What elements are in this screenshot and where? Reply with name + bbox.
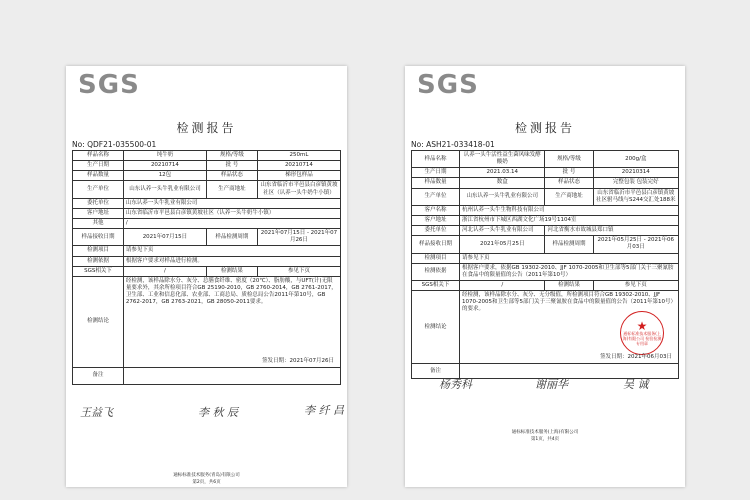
report-number: No: QDF21-035500-01 (72, 140, 157, 149)
cell-value: 2021年07月15日 (123, 229, 206, 246)
footer-page: 第1页，共4页 (530, 437, 560, 442)
cell-label: 检测依据 (73, 256, 124, 266)
footer-company: 通标标准技术服务(上海)有限公司 (511, 430, 579, 435)
cell-value: 2021年05月25日 (460, 236, 545, 253)
star-icon: ★ (636, 319, 648, 334)
cell-label: 批 号 (206, 161, 257, 171)
cell-label: 生产日期 (73, 161, 124, 171)
cell-value: 山东省临沂市平邑县白彦镇黄坡社区驸马线与S244交汇处188米 (593, 188, 678, 205)
cell-value: 20210714 (123, 161, 206, 171)
cell-value: 河北省衡水市故城县郑口镇 (545, 226, 679, 236)
cell-label: 委托单位 (73, 198, 124, 208)
cell-label: 样品名称 (73, 151, 124, 161)
cell-value: 山东认养一头牛乳业有限公司 (123, 181, 206, 198)
cell-label: 备注 (73, 367, 124, 384)
report-table (411, 150, 679, 379)
conclusion-text: 经检测，该样品除水分、灰分、无分级值，所检测项目符合GB 19302-2010、JJF 1070-2005和卫生部等5部门关于三聚氰胺在食品中的限量值的公告（2011年第10号）的要求。 (462, 292, 674, 313)
cell-value: 请参见下页 (123, 246, 340, 256)
cell-label: 规格/等级 (545, 151, 593, 168)
cell-label: 样品接收日期 (73, 229, 124, 246)
signature-1: 杨秀科 (439, 378, 472, 391)
cell-value: 数盒 (460, 178, 545, 188)
cell-value: 200g/盒 (593, 151, 678, 168)
report-title: 检测报告 (176, 121, 237, 135)
conclusion-text: 经检测，该样品除水分、灰分、总膳食纤维、密度（20℃）、脂肪酸，与UFT(计)无限量要求外，其余所检项目符合GB 25190-2010，GB 2760-2014，GB 2761-2017，卫生部、工业和信息化部、农业部、工商总局、质检总局公告2011年第10号，GB 2762-2017，GB 2763-2021，GB 28050-2011要求。 (125, 277, 337, 306)
cell-label: 样品接收日期 (412, 236, 460, 253)
sign-date: 签发日期：2021年07月26日 (262, 357, 334, 364)
cell-value: 纯牛奶 (123, 151, 206, 161)
cell-value: 根据客户要求对样品进行检测。 (123, 256, 340, 266)
cell-value: 2021年07月15日 - 2021年07月26日 (257, 229, 340, 246)
cell-value: 2021年05月25日 - 2021年06月03日 (593, 236, 678, 253)
cell-value: 根据客户要求，依据GB 19302-2010、JJF 1070-2005和卫生部等5部门关于三聚氰胺在食品中的限量值的公告（2011年第10号） (460, 263, 679, 280)
cell-value: 杭州认养一头牛生物科技有限公司 (460, 205, 679, 215)
sgs-logo: SGS (417, 70, 479, 100)
cell-value: 山东认养一头牛乳业有限公司 (460, 188, 545, 205)
cell-value: 认养一头牛活性益生菌风味发酵酸奶 (460, 151, 545, 168)
cell-value: 山东省临沂市平邑县白彦镇黄坡社区（认养一头牛奶牛小镇） (257, 181, 340, 198)
sign-date: 签发日期：2021年06月03日 (600, 353, 672, 360)
cell-label: 样品数量 (73, 171, 124, 181)
cell-label: 检测结论 (73, 276, 124, 367)
signature-2: 谢丽华 (535, 378, 568, 391)
conclusion-cell (460, 291, 679, 364)
signature-3: 李 纤 昌 (304, 404, 344, 417)
cell-value: 请参见下页 (460, 253, 679, 263)
conclusion-cell (123, 276, 340, 367)
cell-label: 规格/等级 (206, 151, 257, 161)
cell-value (123, 367, 340, 384)
cell-value: 梯形包样品 (257, 171, 340, 181)
stamp-text: 通标标准技术服务(上海)有限公司 检验检测专用章 (622, 331, 662, 346)
report-page-1 (66, 66, 347, 487)
cell-label: 客户地址 (73, 208, 124, 218)
report-title: 检测报告 (514, 121, 575, 135)
cell-label: 样品检测周期 (545, 236, 593, 253)
cell-label: 样品名称 (412, 151, 460, 168)
report-table (72, 150, 341, 385)
cell-value: / (460, 280, 545, 290)
cell-label: SGS相关下 (412, 280, 460, 290)
cell-value: 2021.03.14 (460, 168, 545, 178)
cell-label: 批 号 (545, 168, 593, 178)
cell-label: 检测依据 (412, 263, 460, 280)
cell-label: 客户名称 (412, 205, 460, 215)
cell-value: 12包 (123, 171, 206, 181)
cell-label: 备注 (412, 364, 460, 379)
cell-label: 检测项目 (412, 253, 460, 263)
cell-value: / (123, 218, 340, 228)
cell-label: 生产单位 (412, 188, 460, 205)
cell-label: 生产日期 (412, 168, 460, 178)
cell-label: 检测结果 (545, 280, 593, 290)
footer-page: 第2页，共6页 (192, 480, 221, 485)
cell-value: 山东认养一头牛乳业有限公司 (123, 198, 340, 208)
cell-label: 检测项目 (73, 246, 124, 256)
cell-value: 20210314 (593, 168, 678, 178)
report-number: No: ASH21-033418-01 (411, 140, 495, 149)
cell-value: 20210714 (257, 161, 340, 171)
cell-label: 生产单位 (73, 181, 124, 198)
cell-value: 完整包装 包装完好 (593, 178, 678, 188)
sgs-logo: SGS (78, 70, 140, 100)
cell-value: 参见下页 (593, 280, 678, 290)
cell-label: 其他 (73, 218, 124, 228)
cell-label: SGS相关下 (73, 266, 124, 276)
cell-value: 山东省临沂市平邑县白彦镇黄坡社区（认养一头牛奶牛小镇） (123, 208, 340, 218)
cell-label: 生产商地址 (206, 181, 257, 198)
cell-value: 250mL (257, 151, 340, 161)
cell-label: 生产商地址 (545, 188, 593, 205)
report-page-2 (405, 66, 685, 487)
cell-value: 浙江省杭州市下城区西湖文化广场19号1104室 (460, 215, 679, 225)
cell-label: 样品数量 (412, 178, 460, 188)
cell-value: 河北认养一头牛乳业有限公司 (460, 226, 545, 236)
official-stamp (620, 311, 664, 355)
cell-value: 参见下页 (257, 266, 340, 276)
footer-company: 通标标准技术服务(青岛)有限公司 (173, 473, 240, 478)
cell-value: / (123, 266, 206, 276)
cell-label: 委托单位 (412, 226, 460, 236)
signature-1: 王益飞 (80, 406, 113, 419)
cell-label: 检测结果 (206, 266, 257, 276)
signature-3: 吴 诚 (623, 378, 649, 391)
cell-label: 样品状态 (206, 171, 257, 181)
cell-label: 样品状态 (545, 178, 593, 188)
signature-2: 李 秋 辰 (198, 406, 238, 419)
cell-label: 检测结论 (412, 291, 460, 364)
cell-label: 客户地址 (412, 215, 460, 225)
cell-label: 样品检测周期 (206, 229, 257, 246)
